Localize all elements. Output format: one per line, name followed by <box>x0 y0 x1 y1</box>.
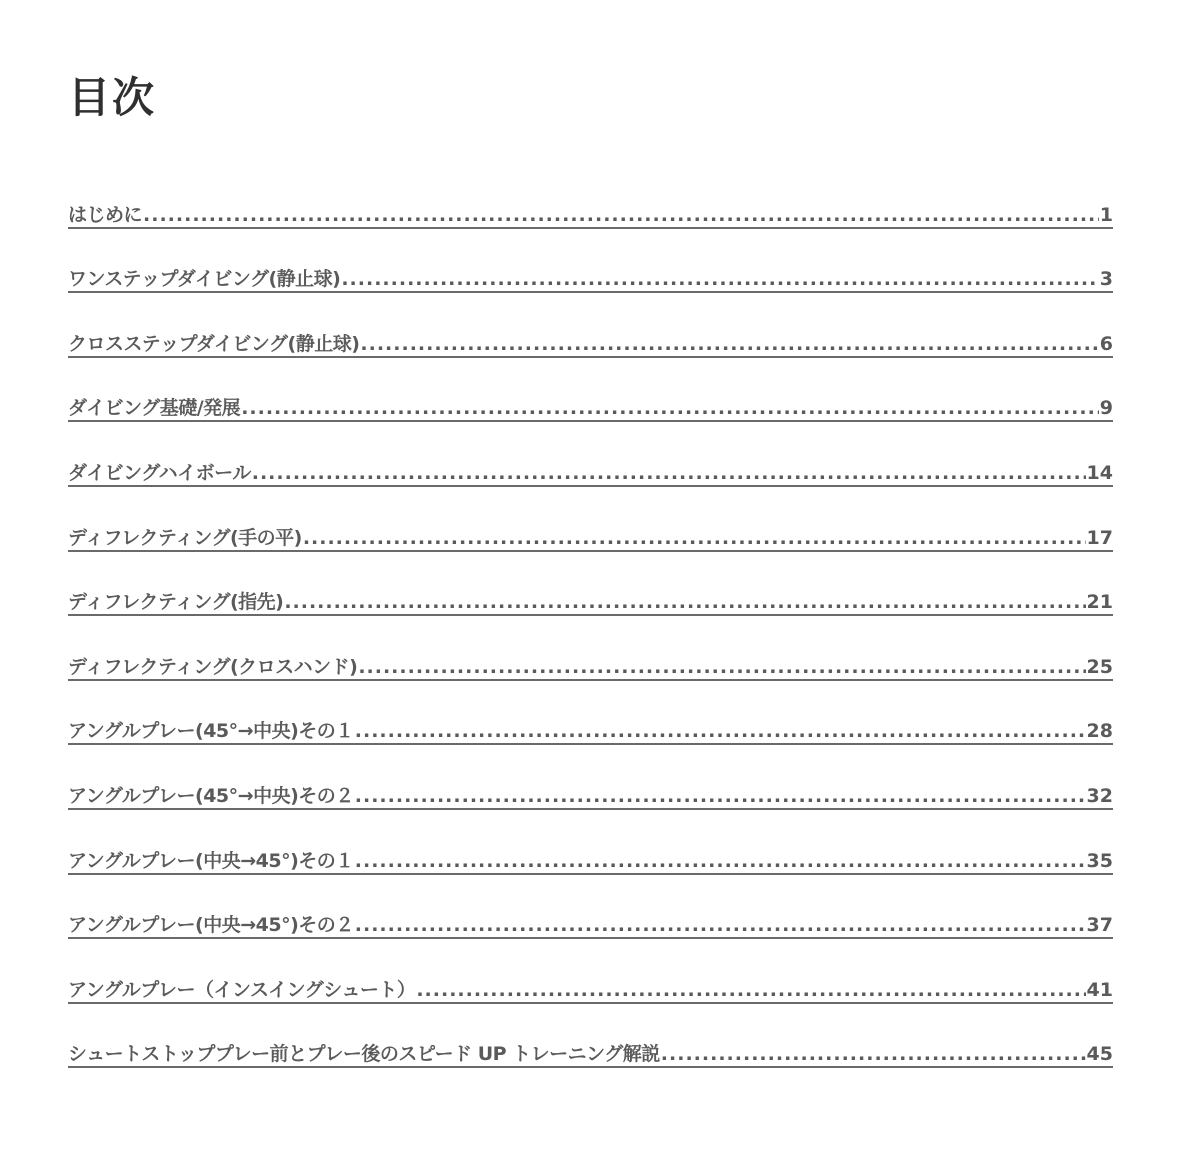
toc-link-angle-play-45-center-2[interactable] <box>68 782 1113 810</box>
toc-page-number: 32 <box>1086 784 1113 807</box>
toc-page-number: 35 <box>1086 849 1113 872</box>
toc-page-number: 14 <box>1086 461 1113 484</box>
toc-leader-dots <box>358 655 1085 679</box>
toc-page-number: 9 <box>1099 397 1113 420</box>
toc-link-angle-play-center-45-2[interactable] <box>68 911 1113 939</box>
toc-leader-dots <box>241 396 1099 420</box>
toc-entry-label: アングルプレー(中央→45°)その２ <box>68 914 354 937</box>
toc-entry <box>68 422 1113 487</box>
toc-entry <box>68 293 1113 358</box>
toc-entry <box>68 616 1113 681</box>
toc-leader-dots <box>355 784 1086 808</box>
toc-link-deflecting-cross-hand[interactable] <box>68 653 1113 681</box>
toc-leader-dots <box>284 590 1085 614</box>
toc-entry <box>68 229 1113 294</box>
toc-entry-label: シュートストッププレー前とプレー後のスピード UP トレーニング解説 <box>68 1043 660 1066</box>
toc-page-number: 3 <box>1099 268 1113 291</box>
toc-entry-label: アングルプレー(45°→中央)その１ <box>68 720 354 743</box>
toc-entry-label: はじめに <box>68 203 143 226</box>
toc-leader-dots <box>355 913 1086 937</box>
toc-page-number: 21 <box>1086 591 1113 614</box>
toc-heading: 目次 <box>68 73 157 122</box>
toc-list <box>68 164 1113 1068</box>
toc-leader-dots <box>143 203 1099 227</box>
toc-page-number: 28 <box>1086 720 1113 743</box>
toc-leader-dots <box>355 719 1086 743</box>
toc-entry-label: ディフレクティング(指先) <box>68 591 284 614</box>
toc-page-number: 45 <box>1086 1043 1113 1066</box>
toc-link-diving-basics[interactable] <box>68 394 1113 422</box>
toc-entry-label: クロスステップダイビング(静止球) <box>68 332 360 355</box>
toc-entry <box>68 745 1113 810</box>
toc-entry-label: アングルプレー(中央→45°)その１ <box>68 849 354 872</box>
toc-link-angle-play-inswing[interactable] <box>68 976 1113 1004</box>
toc-entry <box>68 552 1113 617</box>
toc-entry <box>68 875 1113 940</box>
toc-entry-label: ダイビングハイボール <box>68 461 251 484</box>
toc-entry <box>68 1004 1113 1069</box>
toc-page-number: 41 <box>1086 978 1113 1001</box>
toc-page-number: 1 <box>1099 203 1113 226</box>
toc-entry-label: アングルプレー（インスイングシュート） <box>68 978 416 1001</box>
toc-link-angle-play-45-center-1[interactable] <box>68 717 1113 745</box>
toc-page-number: 37 <box>1086 914 1113 937</box>
toc-link-deflecting-palm[interactable] <box>68 524 1113 552</box>
toc-entry <box>68 810 1113 875</box>
toc-entry <box>68 164 1113 229</box>
toc-leader-dots <box>341 267 1098 291</box>
toc-entry-label: ワンステップダイビング(静止球) <box>68 268 341 291</box>
toc-link-one-step-diving[interactable] <box>68 265 1113 293</box>
toc-entry <box>68 681 1113 746</box>
toc-link-diving-high-ball[interactable] <box>68 459 1113 487</box>
toc-link-angle-play-center-45-1[interactable] <box>68 847 1113 875</box>
toc-entry-label: アングルプレー(45°→中央)その２ <box>68 784 354 807</box>
toc-page-number: 25 <box>1086 655 1113 678</box>
toc-leader-dots <box>360 332 1098 356</box>
toc-entry <box>68 939 1113 1004</box>
toc-entry <box>68 358 1113 423</box>
toc-leader-dots <box>416 978 1085 1002</box>
toc-entry-label: ディフレクティング(手の平) <box>68 526 302 549</box>
toc-leader-dots <box>252 461 1086 485</box>
toc-entry-label: ダイビング基礎/発展 <box>68 397 241 420</box>
toc-link-deflecting-fingertips[interactable] <box>68 588 1113 616</box>
toc-leader-dots <box>303 526 1086 550</box>
toc-link-shot-stop-speed-up[interactable] <box>68 1040 1113 1068</box>
toc-page-number: 6 <box>1099 332 1113 355</box>
toc-leader-dots <box>355 849 1086 873</box>
toc-leader-dots <box>661 1042 1086 1066</box>
toc-link-cross-step-diving[interactable] <box>68 330 1113 358</box>
toc-entry <box>68 487 1113 552</box>
toc-link-intro[interactable] <box>68 201 1113 229</box>
toc-entry-label: ディフレクティング(クロスハンド) <box>68 655 358 678</box>
toc-page-number: 17 <box>1086 526 1113 549</box>
document-page <box>68 70 1113 1066</box>
